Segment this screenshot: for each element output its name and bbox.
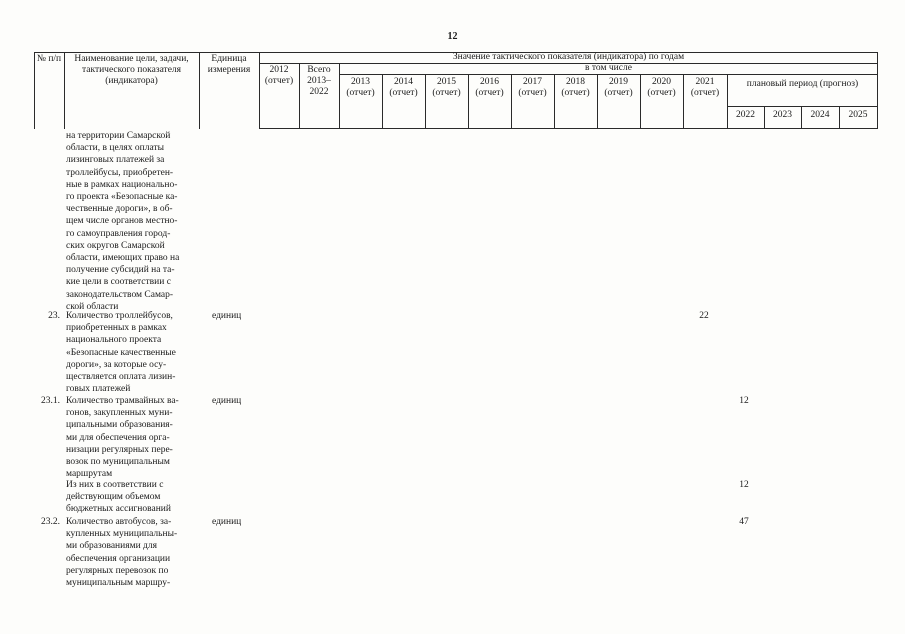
row-description: Из них в соответствии с действующим объемом бюджетных ассигнований	[66, 480, 171, 515]
row-description: Количество автобусов, за- купленных муниципальны- ми образованиями для обеспечения организации регулярных перевозок по муниципальным маршру-	[66, 517, 178, 589]
header-year-2015: 2015 (отчет)	[432, 77, 461, 98]
header-year-2013: 2013 (отчет)	[346, 77, 375, 98]
header-year-2018: 2018 (отчет)	[561, 77, 590, 98]
row-description: на территории Самарской области, в целях оплаты лизинговых платежей за троллейбусы, приобретен- ные в рамках национально- го проекта «Безопасные ка- чественные дороги», в об- щем числе органов местно- го самоуправления город- ских округов Самарской области, имеющих право на получение субсидий на та- кие цели в соответствии с законодательством Самар- ской области	[66, 131, 180, 312]
header-year-2019: 2019 (отчет)	[604, 77, 633, 98]
page-number: 12	[447, 31, 458, 42]
header-year-2014: 2014 (отчет)	[389, 77, 418, 98]
header-plan-year-2022: 2022	[736, 110, 755, 120]
header-plan-year-2023: 2023	[773, 110, 792, 120]
header-year-2021: 2021 (отчет)	[690, 77, 720, 98]
header-col-num: № п/п	[36, 54, 62, 64]
row-unit: единиц	[212, 517, 242, 527]
row-value-2022: 12	[739, 480, 749, 490]
row-value-2022: 47	[739, 517, 749, 527]
row-number: 23.2.	[41, 517, 60, 527]
header-col-name: Наименование цели, задачи, тактического показателя (индикатора)	[74, 54, 189, 86]
header-total: Всего 2013– 2022	[307, 65, 331, 97]
header-plan-period: плановый период (прогноз)	[746, 79, 859, 89]
header-plan-year-2025: 2025	[848, 110, 868, 120]
row-value-2021: 22	[699, 311, 709, 321]
row-description: Количество трамвайных ва- гонов, закупленных муни- ципальными образования- ми для обеспечения орга- низации регулярных пере- возок по муниципальным маршрутам	[66, 396, 179, 480]
row-unit: единиц	[212, 396, 242, 406]
row-number: 23.	[48, 311, 60, 321]
row-value-2022: 12	[739, 396, 749, 406]
header-year-2020: 2020 (отчет)	[647, 77, 676, 98]
header-plan-year-2024: 2024	[810, 110, 830, 120]
header-year-2016: 2016 (отчет)	[475, 77, 504, 98]
row-description: Количество троллейбусов, приобретенных в рамках национального проекта «Безопасные качественные дороги», за которые осу- ществляется оплата лизин- говых платежей	[66, 311, 176, 395]
header-col-unit: Единица измерения	[207, 54, 251, 75]
header-including: в том числе	[585, 63, 632, 73]
header-year-2017: 2017 (отчет)	[518, 77, 547, 98]
row-unit: единиц	[212, 311, 242, 321]
header-col-values: Значение тактического показателя (индикатора) по годам	[452, 52, 685, 62]
header-year-2012: 2012 (отчет)	[264, 65, 294, 86]
row-number: 23.1.	[41, 396, 60, 406]
